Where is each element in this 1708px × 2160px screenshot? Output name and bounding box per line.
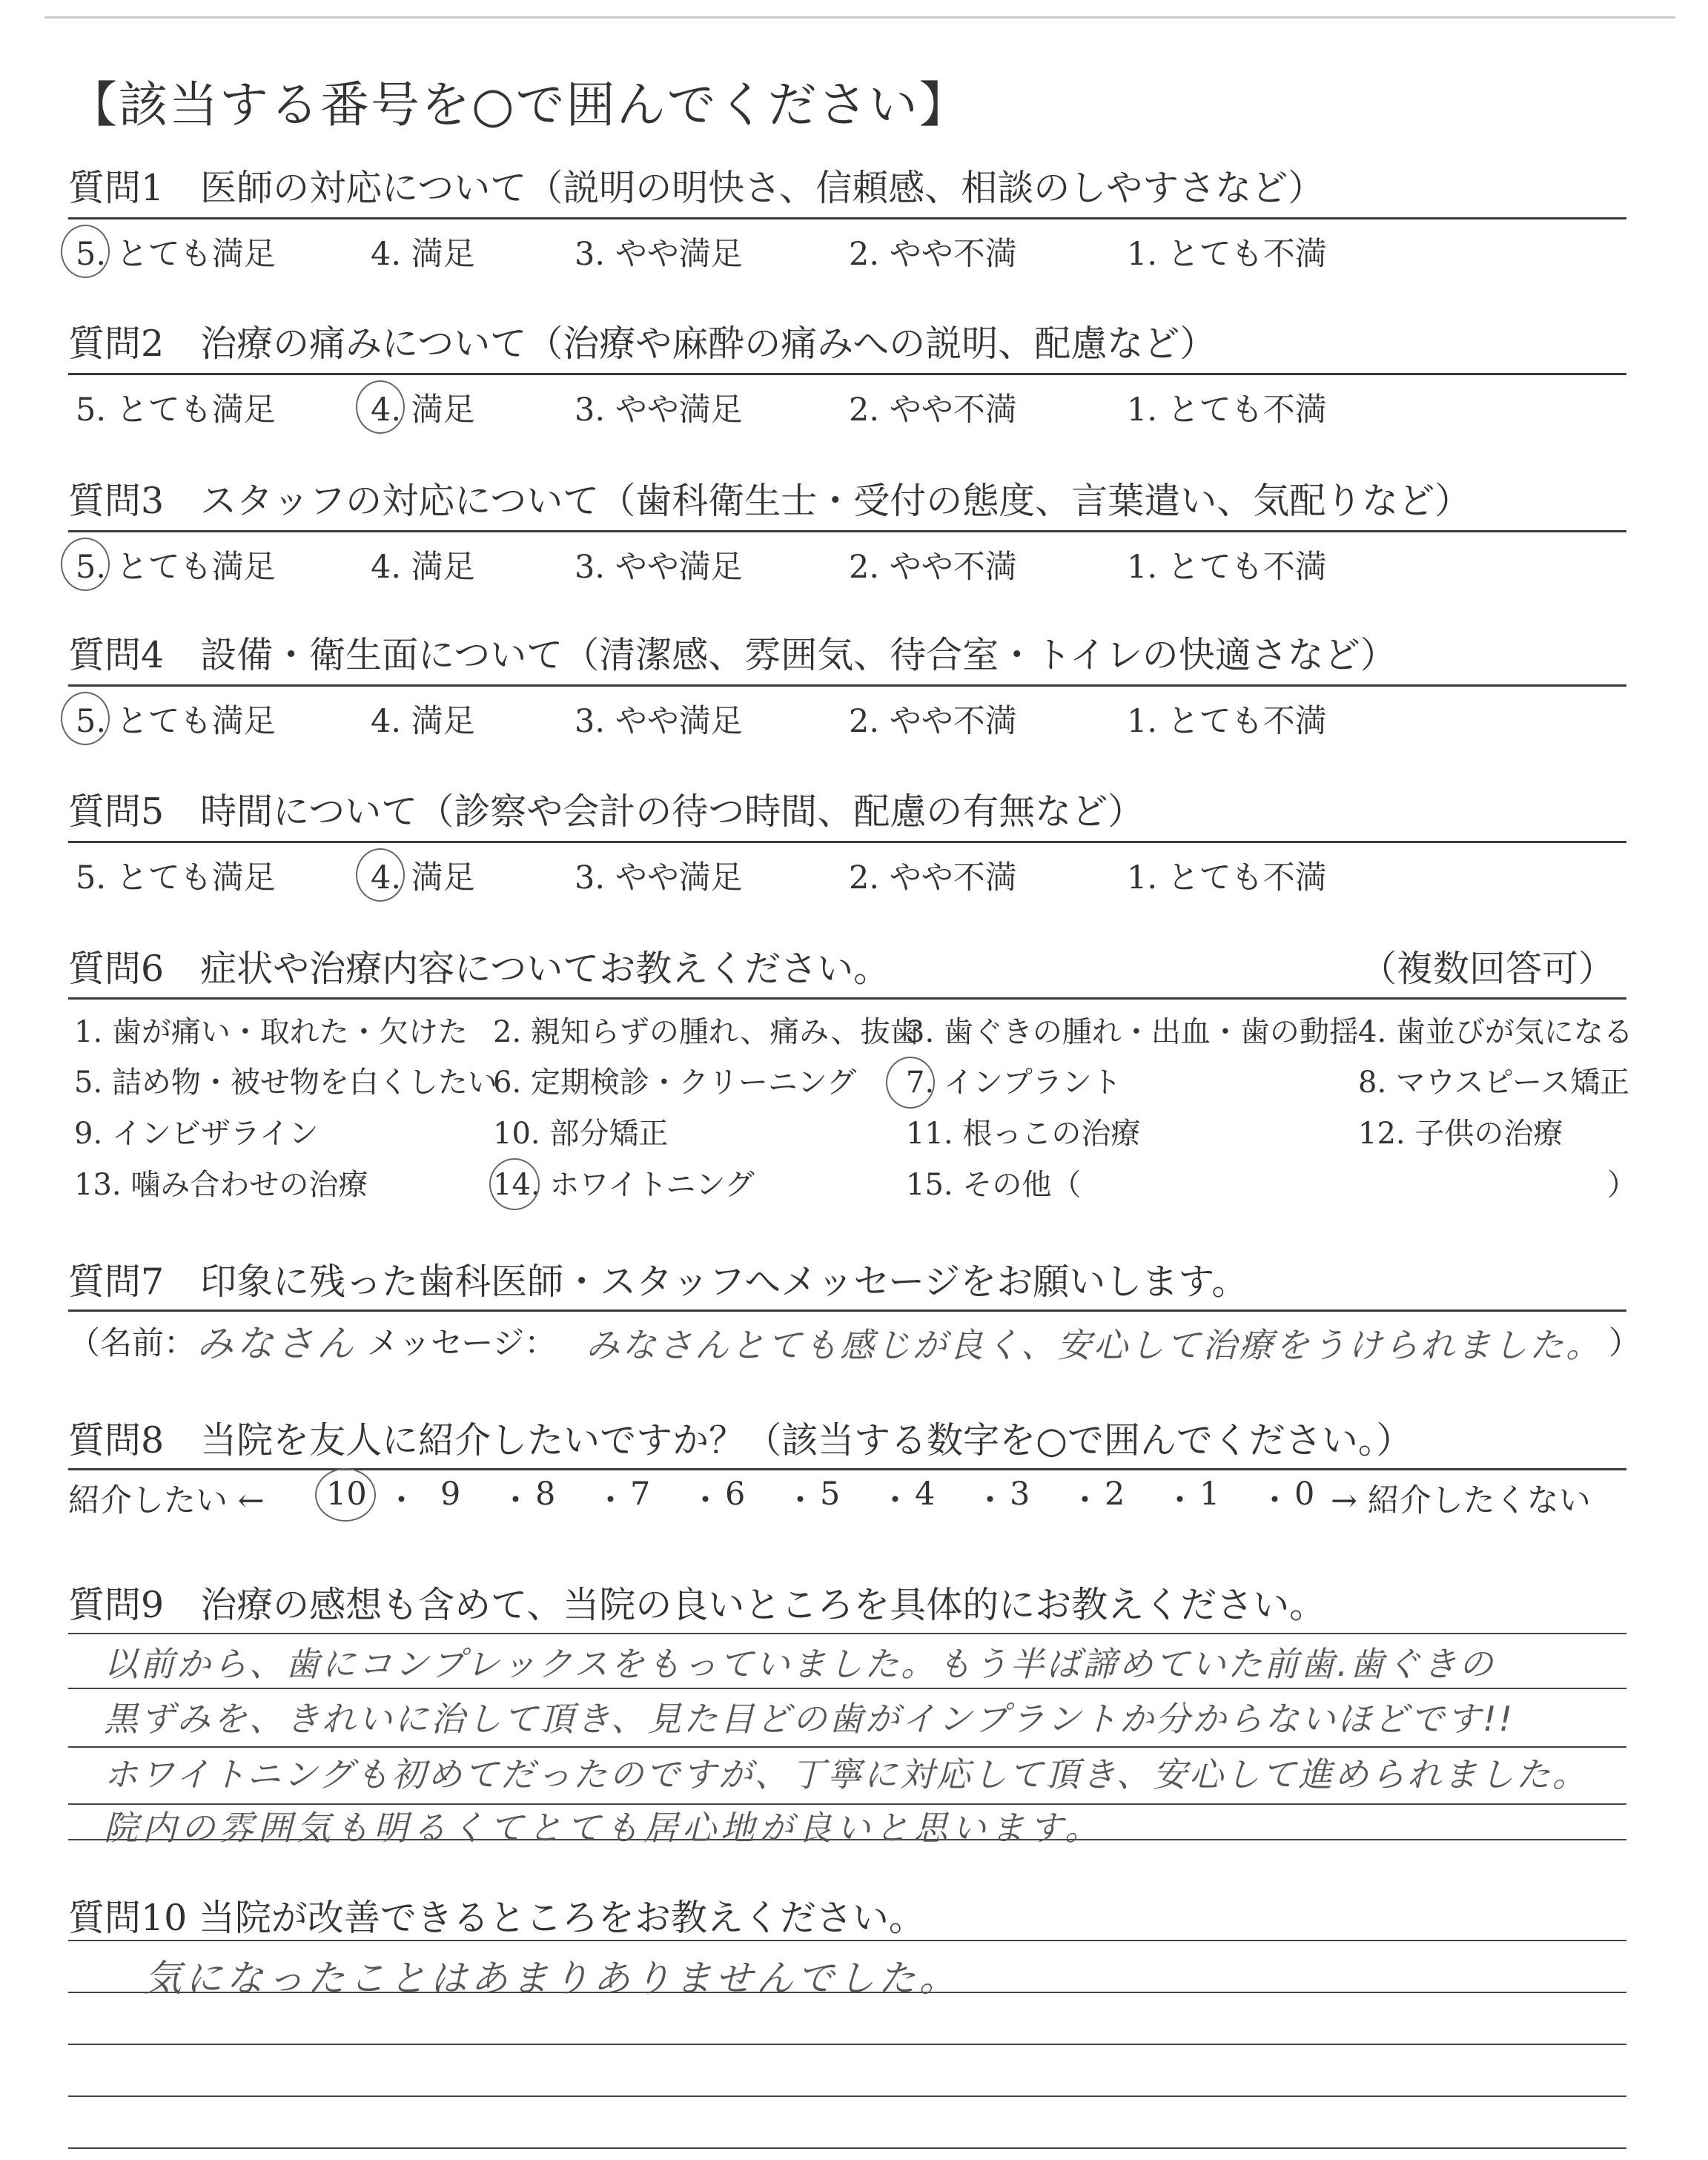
q4-option-1[interactable]: 1. とても不満: [1127, 703, 1327, 740]
q8-scale-5[interactable]: 5: [820, 1476, 841, 1513]
q6-selected-circle-7: [886, 1057, 935, 1109]
question-title-5: 質問5 時間について（診察や会計の待つ時間、配慮の有無など）: [68, 790, 1145, 833]
q6-rule: [68, 997, 1626, 1000]
q8-scale-dot: ・: [1164, 1482, 1196, 1519]
q1-option-1[interactable]: 1. とても不満: [1127, 236, 1327, 273]
question-rule-4: [68, 684, 1626, 687]
q2-option-4[interactable]: 4. 満足: [371, 392, 475, 429]
q8-scale-6[interactable]: 6: [725, 1476, 746, 1513]
q5-option-2[interactable]: 2. やや不満: [849, 859, 1017, 896]
q5-option-3[interactable]: 3. やや満足: [575, 859, 743, 896]
q8-scale-8[interactable]: 8: [535, 1476, 556, 1513]
q6-option-4[interactable]: 4. 歯並びが気になる: [1358, 1015, 1633, 1049]
q3-option-1[interactable]: 1. とても不満: [1127, 549, 1327, 586]
q10-writing-line: [68, 2095, 1626, 2097]
q4-option-4[interactable]: 4. 満足: [371, 703, 475, 740]
q6-multi-note: （複数回答可）: [1360, 948, 1615, 990]
question-title-1: 質問1 医師の対応について（説明の明快さ、信頼感、相談のしやすさなど）: [68, 167, 1325, 209]
q6-option-12[interactable]: 12. 子供の治療: [1358, 1117, 1563, 1151]
q6-option-9[interactable]: 9. インビザライン: [74, 1117, 319, 1151]
q7-name-label: （名前：: [68, 1325, 196, 1362]
q4-option-5[interactable]: 5. とても満足: [76, 703, 276, 740]
q4-option-3[interactable]: 3. やや満足: [575, 703, 743, 740]
q9-title: 質問9 治療の感想も含めて、当院の良いところを具体的にお教えください。: [68, 1584, 1326, 1626]
q8-scale-dot: ・: [595, 1482, 626, 1519]
q4-option-2[interactable]: 2. やや不満: [849, 703, 1017, 740]
q8-scale-3[interactable]: 3: [1010, 1476, 1030, 1513]
q8-scale-dot: ・: [1069, 1482, 1101, 1519]
q7-message-value[interactable]: みなさんとても感じが良く、安心して治療をうけられました。: [586, 1325, 1603, 1365]
q9-answer-line-3[interactable]: ホワイトニングも初めてだったのですが、丁寧に対応して頂き、安心して進められました。: [104, 1754, 1589, 1794]
q9-writing-line: [68, 1688, 1626, 1689]
q3-option-2[interactable]: 2. やや不満: [849, 549, 1017, 586]
q7-rule: [68, 1309, 1626, 1312]
q8-scale-10[interactable]: 10: [326, 1476, 367, 1513]
q9-answer-line-4[interactable]: 院内の雰囲気も明るくてとても居心地が良いと思います。: [104, 1808, 1104, 1848]
q6-option-1[interactable]: 1. 歯が痛い・取れた・欠けた: [74, 1015, 468, 1049]
q5-selected-circle: [356, 848, 405, 902]
q8-rule: [68, 1468, 1626, 1470]
q8-scale-1[interactable]: 1: [1199, 1476, 1220, 1513]
q9-answer-line-2[interactable]: 黒ずみを、きれいに治して頂き、見た目どの歯がインプラントか分からないほどです!!: [104, 1699, 1515, 1739]
question-rule-2: [68, 373, 1626, 375]
q8-left-label: 紹介したい ←: [68, 1482, 265, 1519]
q10-title: 質問10 当院が改善できるところをお教えください。: [68, 1897, 925, 1939]
q3-option-3[interactable]: 3. やや満足: [575, 549, 743, 586]
q8-selected-circle: [315, 1468, 376, 1522]
q2-option-3[interactable]: 3. やや満足: [575, 392, 743, 429]
q7-close: ）: [1609, 1325, 1641, 1362]
question-rule-5: [68, 841, 1626, 843]
q2-option-1[interactable]: 1. とても不満: [1127, 392, 1327, 429]
q8-scale-dot: ・: [879, 1482, 911, 1519]
question-title-4: 質問4 設備・衛生面について（清潔感、雰囲気、待合室・トイレの快適さなど）: [68, 634, 1397, 676]
q3-option-4[interactable]: 4. 満足: [371, 549, 475, 586]
page-header: 【該当する番号を○で囲んでください】: [68, 76, 970, 133]
q6-option-11[interactable]: 11. 根っこの治療: [906, 1117, 1141, 1151]
q5-option-1[interactable]: 1. とても不満: [1127, 859, 1327, 896]
q10-writing-line: [68, 1940, 1626, 1941]
question-rule-1: [68, 217, 1626, 219]
q7-title: 質問7 印象に残った歯科医師・スタッフへメッセージをお願いします。: [68, 1261, 1248, 1303]
q1-selected-circle: [61, 225, 110, 278]
q10-writing-line: [68, 2147, 1626, 2149]
q6-option-6[interactable]: 6. 定期検診・クリーニング: [493, 1066, 857, 1100]
q6-option-10[interactable]: 10. 部分矯正: [493, 1117, 669, 1151]
question-title-2: 質問2 治療の痛みについて（治療や麻酔の痛みへの説明、配慮など）: [68, 323, 1217, 365]
q9-writing-line: [68, 1633, 1626, 1634]
q10-answer-line-1[interactable]: 気になったことはあまりありませんでした。: [145, 1957, 960, 2000]
q8-scale-7[interactable]: 7: [630, 1476, 651, 1513]
q8-scale-dot: ・: [974, 1482, 1006, 1519]
q6-option-14[interactable]: 14. ホワイトニング: [493, 1168, 755, 1202]
q8-right-label: → 紹介したくない: [1331, 1482, 1591, 1519]
q1-option-4[interactable]: 4. 満足: [371, 236, 475, 273]
q3-option-5[interactable]: 5. とても満足: [76, 549, 276, 586]
question-title-3: 質問3 スタッフの対応について（歯科衛生士・受付の態度、言葉遣い、気配りなど）: [68, 480, 1472, 522]
q1-option-2[interactable]: 2. やや不満: [849, 236, 1017, 273]
question-rule-3: [68, 530, 1626, 532]
q2-option-2[interactable]: 2. やや不満: [849, 392, 1017, 429]
q2-selected-circle: [356, 380, 405, 434]
page-top-border: [44, 16, 1675, 19]
q8-title: 質問8 当院を友人に紹介したいですか？（該当する数字を○で囲んでください。）: [68, 1419, 1413, 1462]
q8-scale-dot: ・: [689, 1482, 721, 1519]
q8-scale-4[interactable]: 4: [915, 1476, 936, 1513]
q6-title: 質問6 症状や治療内容についてお教えください。: [68, 948, 890, 990]
q6-option-13[interactable]: 13. 噛み合わせの治療: [74, 1168, 368, 1202]
q8-scale-dot: ・: [385, 1482, 417, 1519]
q8-scale-2[interactable]: 2: [1105, 1476, 1125, 1513]
q5-option-4[interactable]: 4. 満足: [371, 859, 475, 896]
q8-scale-dot: ・: [784, 1482, 816, 1519]
q8-scale-9[interactable]: 9: [440, 1476, 461, 1513]
q7-name-value[interactable]: みなさん: [196, 1322, 357, 1365]
q6-selected-circle-14: [489, 1158, 540, 1210]
q10-writing-line: [68, 2044, 1626, 2045]
q9-answer-line-1[interactable]: 以前から、歯にコンプレックスをもっていました。もう半ば諦めていた前歯.歯ぐきの: [104, 1644, 1495, 1684]
q5-option-5[interactable]: 5. とても満足: [76, 859, 276, 896]
q6-option-8[interactable]: 8. マウスピース矯正: [1358, 1066, 1630, 1100]
q6-option-2[interactable]: 2. 親知らずの腫れ、痛み、抜歯: [493, 1015, 920, 1049]
q2-option-5[interactable]: 5. とても満足: [76, 392, 276, 429]
q7-message-label: メッセージ：: [367, 1325, 557, 1362]
q3-selected-circle: [61, 538, 110, 591]
q6-option-7[interactable]: 7. インプラント: [906, 1066, 1122, 1100]
q6-option-5[interactable]: 5. 詰め物・被せ物を白くしたい: [74, 1066, 497, 1100]
q6-option-16: ）: [1607, 1168, 1637, 1202]
q1-option-5[interactable]: 5. とても満足: [76, 236, 276, 273]
q8-scale-dot: ・: [1259, 1482, 1291, 1519]
q4-selected-circle: [61, 692, 110, 745]
q8-scale-dot: ・: [500, 1482, 532, 1519]
q6-option-15[interactable]: 15. その他（: [906, 1168, 1082, 1202]
q6-option-3[interactable]: 3. 歯ぐきの腫れ・出血・歯の動揺: [906, 1015, 1359, 1049]
q8-scale-0[interactable]: 0: [1294, 1476, 1315, 1513]
q1-option-3[interactable]: 3. やや満足: [575, 236, 743, 273]
